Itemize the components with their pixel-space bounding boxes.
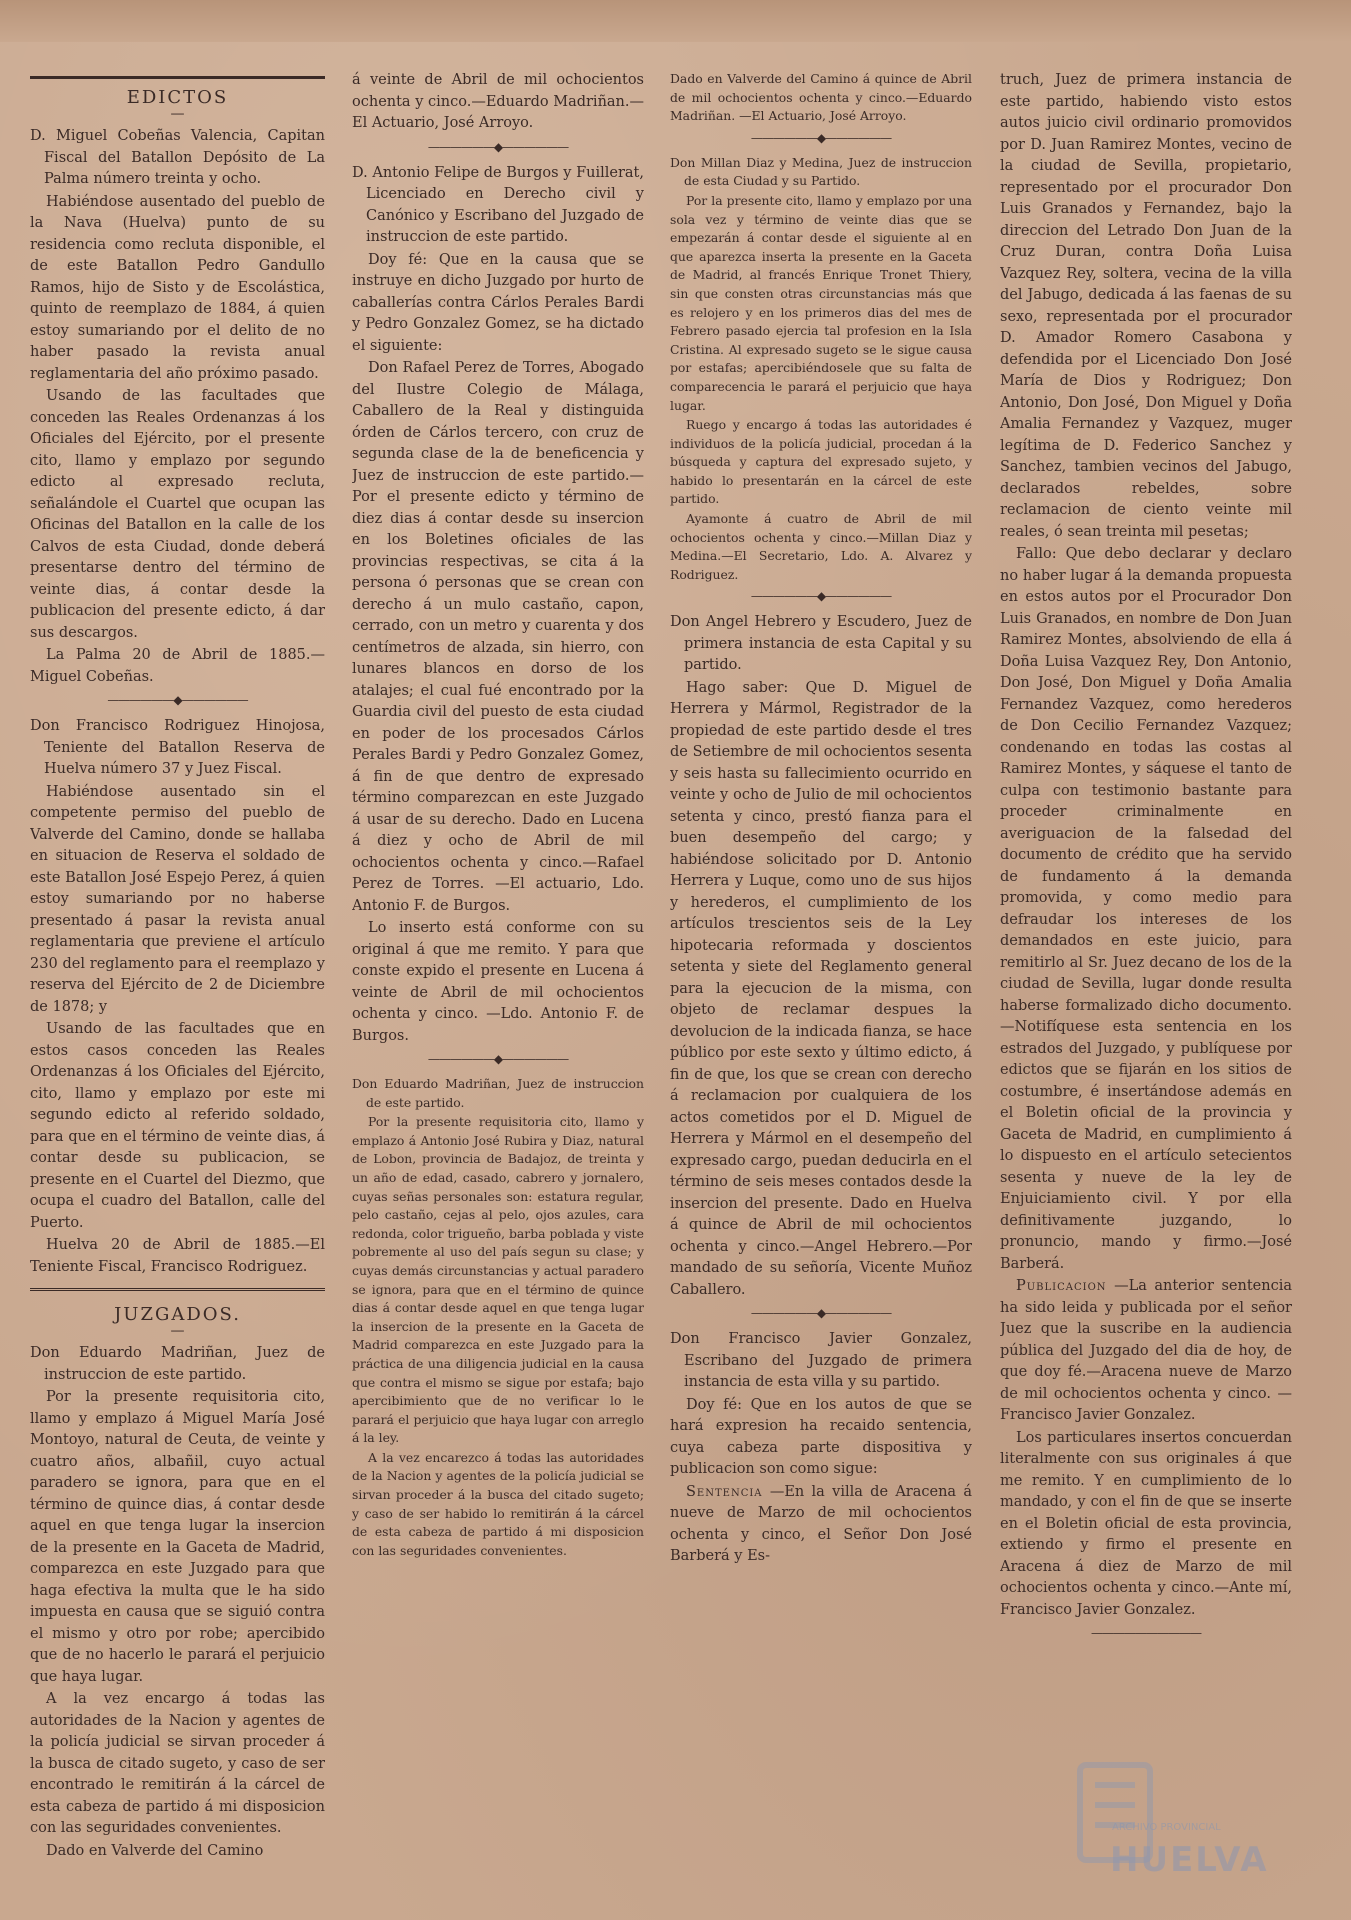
juzgado-4-paragraph: Por la presente cito, llamo y emplazo por una sola vez y término de veinte dias que se empezarán á contar desde el siguiente al en que aparezca inserta la presente en la Gaceta de Madrid, al francés Enrique Tronet Thiery, sin que consten otras circunstancias más que es relojero y en los primeros dias del mes de Febrero pasado ejercia tal profesion en la Isla Cristina. Al expresado sugeto se le sigue causa por estafas; apercibiéndosele que su falta de comparecencia le parará el perjuicio que haya lugar.: [670, 192, 972, 413]
juzgado-3-paragraph: A la vez encarezco á todas las autoridades de la Nacion y agentes de la policía judicial se sirvan proceder á la busca del citado sugeto; y caso de ser habido lo remitirán á la cárcel de esta cabeza de partido á mi disposicion con las seguridades convenientes.: [352, 1449, 644, 1558]
edicto-1-signature: La Palma 20 de Abril de 1885.— Miguel Cobeñas.: [30, 647, 325, 685]
closing-paragraph: Los particulares insertos concuerdan literalmente con sus originales á que me remito. Y en cumplimiento de lo mandado, y con el fin de que se inserte en el Boletin oficial de esta provincia, extiendo y firmo el presente en Aracena á diez de Marzo de mil ochocientos ochenta y cinco.—Ante mí, Francisco Javier Gonzalez.: [1000, 1429, 1292, 1618]
page-top-edge: [0, 0, 1351, 42]
juzgado-1-heading: Don Eduardo Madriñan, Juez de instruccion de este partido.: [30, 1345, 325, 1383]
top-rule: [30, 76, 325, 79]
separator: ——————————: [1091, 1626, 1201, 1640]
separator: ——————◆——————: [427, 1052, 569, 1066]
juzgado-1-paragraph: Por la presente requisitoria cito, llamo y emplazo á Miguel María José Montoyo, natural de Ceuta, de veinte y cuatro años, albañil, cuyo actual paradero se ignora, para que en el término de quince dias, á contar desde aquel en que tenga lugar la insercion de la presente en la Gaceta de Madrid, comparezca en este Juzgado para que haga efectiva la multa que le ha sido impuesta en causa que se siguió contra el mismo y otro por robe; apercibido que de no hacerlo le parará el perjuicio que haya lugar.: [30, 1389, 325, 1685]
edicto-1-paragraph: Habiéndose ausentado del pueblo de la Nava (Huelva) punto de su residencia como recluta disponible, el de este Batallon Pedro Gandullo Ramos, hijo de Sisto y de Escolástica, quinto de reemplazo de 1884, á quien estoy sumariando por el delito de no haber pasado la revista anual reglamentaria del año próximo pasado.: [30, 193, 325, 382]
juzgado-3-paragraph: Por la presente requisitoria cito, llamo y emplazo á Antonio José Rubira y Diaz, natural de Lobon, provincia de Badajoz, de treinta y un año de edad, casado, cabrero y jornalero, cuyas señas personales son: estatura regular, pelo castaño, cejas al pelo, ojos azules, cara redonda, color trigueño, barba poblada y viste pobremente al uso del país segun su clase; y cuyas demás circunstancias y actual paradero se ignora, para que en el término de quince dias á contar desde aquel en que tenga lugar la insercion de la presente en la Gaceta de Madrid comparezca en este Juzgado para la práctica de una diligencia judicial en la causa que contra el mismo se sigue por estafa; bajo apercibimiento que de no verificar lo le parará el perjuicio que haya lugar con arreglo á la ley.: [352, 1114, 644, 1446]
juzgado-5-paragraph: Hago saber: Que D. Miguel de Herrera y Mármol, Registrador de la propiedad de este partido desde el tres de Setiembre de mil ochocientos sesenta y seis hasta su fallecimiento ocurrido en veinte y ocho de Julio de mil ochocientos setenta y cinco, prestó fianza para el buen desempeño del cargo; y habiéndose solicitado por D. Antonio Herrera y Luque, como uno de sus hijos y herederos, el cumplimiento de los artículos trescientos seis de la Ley hipotecaria reformada y doscientos setenta y siete del Reglamento general para la ejecucion de la misma, con objeto de reclamar despues la devolucion de la indicada fianza, se hace público por este sexto y último edicto, á fin de que, los que se crean con derecho á reclamacion por cualquiera de los actos cometidos por el D. Miguel de Herrera y Mármol en el desempeño del expresado cargo, puedan deducirla en el término de seis meses contados desde la insercion del presente. Dado en Huelva á quince de Abril de mil ochocientos ochenta y cinco.—Angel Hebrero.—Por mandado de su señoría, Vicente Muñoz Caballero.: [670, 679, 972, 1298]
separator: ——————◆——————: [750, 589, 892, 604]
edicto-2-paragraph: Habiéndose ausentado sin el competente permiso del pueblo de Valverde del Camino, donde se hallaba en situacion de Reserva el soldado de este Batallon José Espejo Perez, á quien estoy sumariando por no haberse presentado á pasar la revista anual reglamentaria que previene el artículo 230 del reglamento para el reemplazo y reserva del Ejército de 2 de Diciembre de 1878; y: [30, 783, 325, 1015]
separator: ——————◆——————: [750, 1306, 892, 1321]
edicto-1-paragraph: Usando de las facultades que conceden las Reales Ordenanzas á los Oficiales del Ejército, por el presente cito, llamo y emplazo por segundo edicto al expresado recluta, señalándole el Cuartel que ocupan las Oficinas del Batallon en la calle de los Calvos de esta Ciudad, donde deberá presentarse dentro del término de veinte dias, á contar desde la publicacion del presente edicto, á dar sus descargos.: [30, 388, 325, 641]
column-3: [670, 70, 972, 1890]
publicacion-paragraph: [1000, 1276, 1292, 1427]
juzgado-2-paragraph: Doy fé: Que en la causa que se instruye en dicho Juzgado por hurto de caballerías contra Cárlos Perales Bardi y Pedro Gonzalez Gomez, se ha dictado el siguiente:: [352, 251, 644, 354]
title-dash: —: [170, 106, 185, 122]
edicto-2-heading: Don Francisco Rodriguez Hinojosa, Teniente del Batallon Reserva de Huelva número 37 y Juez Fiscal.: [30, 718, 325, 777]
separator: ——————◆——————: [107, 693, 248, 707]
continuation-paragraph: truch, Juez de primera instancia de este partido, habiendo visto estos autos juicio civil ordinario promovidos por D. Juan Ramirez Montes, vecino de la ciudad de Sevilla, propietario, representado por el procurador Don Luis Granados y Fernandez, bajo la direccion del Letrado Don Juan de la Cruz Duran, contra Doña Luisa Vazquez Rey, soltera, vecina de la villa del Jabugo, dedicada á las faenas de su sexo, representada por el procurador D. Amador Romero Casabona y defendida por el Licenciado Don José María de Dios y Rodriguez; Don Antonio, Don José, Don Miguel y Doña Amalia Fernandez y Vazquez, muger legítima de D. Federico Sanchez y Sanchez, tambien vecinos del Jabugo, declarados rebeldes, sobre reclamacion de ciento veinte mil reales, ó sean treinta mil pesetas;: [1000, 72, 1292, 540]
juzgado-4-paragraph: Ayamonte á cuatro de Abril de mil ochocientos ochenta y cinco.—Millan Diaz y Medina.—El Secretario, Ldo. A. Alvarez y Rodriguez.: [670, 511, 972, 582]
edicto-1-heading: D. Miguel Cobeñas Valencia, Capitan Fiscal del Batallon Depósito de La Palma número treinta y ocho.: [30, 128, 325, 187]
juzgado-2-paragraph: Lo inserto está conforme con su original á que me remito. Y para que conste expido el presente en Lucena á veinte de Abril de mil ochocientos ochenta y cinco. —Ldo. Antonio F. de Burgos.: [352, 920, 644, 1044]
sentencia-text: —En la villa de Aracena á nueve de Marzo de mil ochocientos ochenta y cinco, el Señor Don José Barberá y Es-: [670, 1483, 972, 1565]
continuation-paragraph: Dado en Valverde del Camino á quince de Abril de mil ochocientos ochenta y cinco.—Eduardo Madriñan. —El Actuario, José Arroyo.: [670, 71, 972, 124]
section-title-edictos: EDICTOS: [126, 87, 229, 108]
juzgado-2-paragraph: Don Rafael Perez de Torres, Abogado del Ilustre Colegio de Málaga, Caballero de la Real y distinguida órden de Cárlos tercero, con cruz de segunda clase de la de beneficencia y Juez de instruccion de este partido.—Por el presente edicto y término de diez dias á contar desde su insercion en los Boletines oficiales de las provincias respectivas, se cita á la persona ó personas que se crean con derecho á un mulo castaño, capon, cerrado, con un metro y cuarenta y dos centímetros de alzada, sin hierro, con lunares blancos en dorso de los atalajes; el cual fué encontrado por la Guardia civil del puesto de esta ciudad en poder de los procesados Cárlos Perales Bardi y Pedro Gonzalez Gomez, á fin de que dentro de expresado término comparezcan en este Juzgado á usar de su derecho. Dado en Lucena á diez y ocho de Abril de mil ochocientos ochenta y cinco.—Rafael Perez de Torres. —El actuario, Ldo. Antonio F. de Burgos.: [352, 360, 644, 914]
juzgado-2-heading: D. Antonio Felipe de Burgos y Fuillerat, Licenciado en Derecho civil y Canónico y Escribano del Juzgado de instruccion de este partido.: [352, 164, 644, 245]
publicacion-lead: Publicacion: [1016, 1278, 1107, 1294]
title-dash: —: [170, 1323, 185, 1339]
section-double-rule: [30, 1288, 325, 1294]
juzgado-4-heading: Don Millan Diaz y Medina, Juez de instruccion de esta Ciudad y su Partido.: [670, 154, 972, 189]
separator: ——————◆——————: [427, 139, 569, 154]
column-4: [1000, 70, 1292, 1890]
juzgado-3-heading: Don Eduardo Madriñan, Juez de instruccion de este partido.: [352, 1076, 644, 1110]
section-title-juzgados: JUZGADOS.: [114, 1304, 241, 1325]
continuation-paragraph: á veinte de Abril de mil ochocientos ochenta y cinco.—Eduardo Madriñan.—El Actuario, José Arroyo.: [352, 72, 644, 131]
sentencia-lead: Sentencia: [686, 1483, 763, 1500]
watermark-caption: ARCHIVO PROVINCIAL: [1112, 1822, 1221, 1833]
juzgado-1-paragraph: A la vez encargo á todas las autoridades de la Nacion y agentes de la policía judicial se sirvan proceder á la busca de citado sugeto, y caso de ser encontrado le remitirán á la cárcel de esta cabeza de partido á mi disposicion con las seguridades convenientes.: [30, 1691, 325, 1836]
column-2: [352, 70, 644, 1890]
juzgado-6-heading: Don Francisco Javier Gonzalez, Escribano del Juzgado de primera instancia de esta villa y su partido.: [670, 1331, 972, 1391]
edicto-2-paragraph: Usando de las facultades que en estos casos conceden las Reales Ordenanzas á los Oficiales del Ejército, cito, llamo y emplazo por este mi segundo edicto al referido soldado, para que en el término de veinte dias, á contar desde su publicacion, se presente en el Cuartel del Diezmo, que ocupa el cuadro del Batallon, calle del Puerto.: [30, 1021, 325, 1231]
juzgado-5-heading: Don Angel Hebrero y Escudero, Juez de primera instancia de esta Capital y su partido.: [670, 614, 972, 674]
edicto-2-signature: Huelva 20 de Abril de 1885.—El Teniente Fiscal, Francisco Rodriguez.: [30, 1237, 325, 1275]
juzgado-6-paragraph: Doy fé: Que en los autos de que se hará expresion ha recaido sentencia, cuya cabeza parte dispositiva y publicacion son como sigue:: [670, 1396, 972, 1478]
column-1: [30, 70, 325, 1890]
watermark-text: HUELVA: [1110, 1840, 1269, 1880]
juzgado-1-paragraph: Dado en Valverde del Camino: [46, 1842, 264, 1859]
separator: ——————◆——————: [750, 130, 892, 145]
juzgado-4-paragraph: Ruego y encargo á todas las autoridades é individuos de la policía judicial, procedan á la búsqueda y captura del expresado sujeto, y habido lo presentarán en la cárcel de este partido.: [670, 417, 972, 507]
publicacion-text: —La anterior sentencia ha sido leida y publicada por el señor Juez que la suscribe en la audiencia pública del Juzgado del dia de hoy, de que doy fé.—Aracena nueve de Marzo de mil ochocientos ochenta y cinco. —Francisco Javier Gonzalez.: [1000, 1278, 1292, 1423]
fallo-paragraph: Fallo: Que debo declarar y declaro no haber lugar á la demanda propuesta en estos autos por el Procurador Don Luis Granados, en nombre de Don Juan Ramirez Montes, absolviendo de ella á Doña Luisa Vazquez Rey, Don Antonio, Don José, Don Miguel y Doña Amalia Fernandez Vazquez, como herederos de Don Cecilio Fernandez Vazquez; condenando en todas las costas al Ramirez Montes, y sáquese el tanto de culpa con testimonio bastante para proceder criminalmente en averiguacion de la falsedad del documento de crédito que ha servido de fundamento á la demanda promovida, y como medio para defraudar los intereses de los demandados en este juicio, para remitirlo al Sr. Juez decano de los de la ciudad de Sevilla, lugar donde resulta haberse formalizado dicho documento.—Notifíquese esta sentencia en los estrados del Juzgado, y publíquese por edictos que se fijarán en los sitios de costumbre, é insertándose además en el Boletin oficial de la provincia y Gaceta de Madrid, en cumplimiento á lo dispuesto en el artículo setecientos sesenta y nueve de la ley de Enjuiciamiento civil. Y por ella definitivamente juzgando, lo pronuncio, mando y firmo.—José Barberá.: [1000, 546, 1292, 1272]
juzgado-6-paragraph: [670, 1482, 972, 1568]
